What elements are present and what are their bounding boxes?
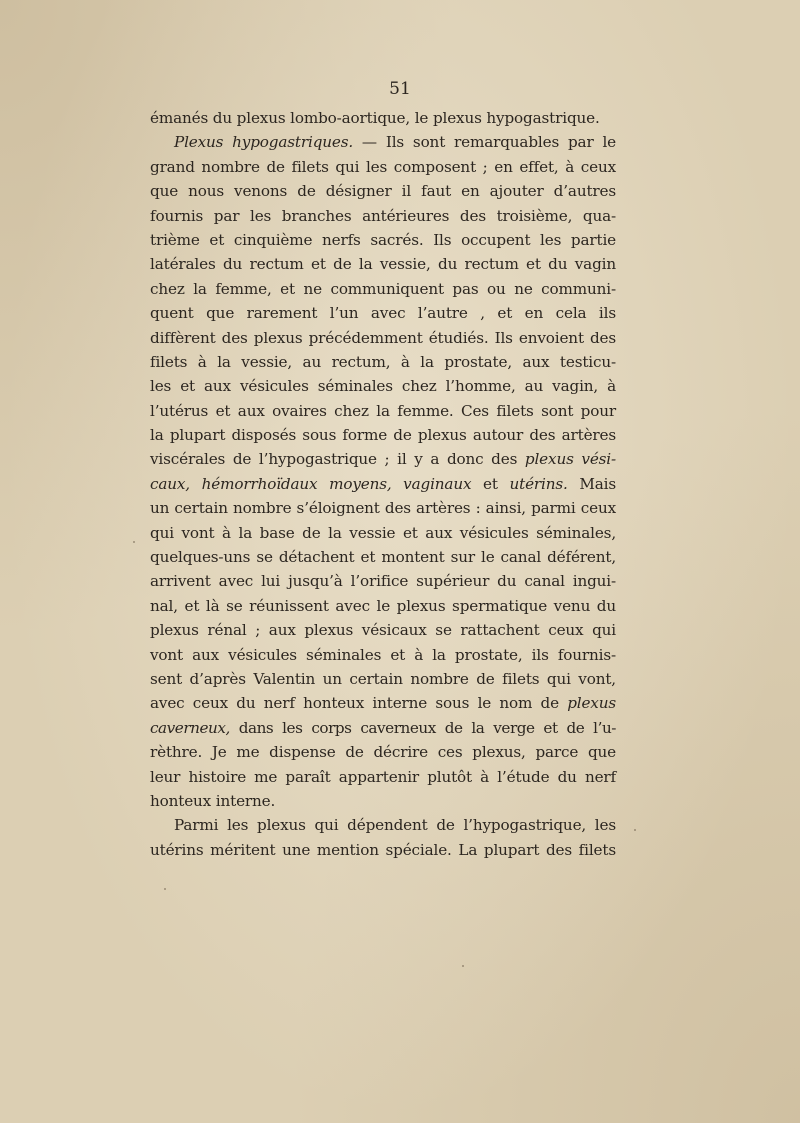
text-segment: diffèrent des plexus précédemment étudiés. Ils envoient des <box>150 328 616 347</box>
text-line <box>150 374 616 398</box>
text-segment: leur histoire me paraît appartenir plutôt à l’étude du nerf <box>150 767 616 786</box>
text-line <box>150 496 616 520</box>
text-line <box>150 716 616 740</box>
text-segment: trième et cinquième nerfs sacrés. Ils occupent les partie <box>150 230 616 249</box>
paper-speck <box>634 829 636 831</box>
text-line <box>150 643 616 667</box>
text-segment: émanés du plexus lombo-aortique, le plexus hypogastrique. <box>150 109 600 127</box>
text-segment: vont aux vésicules séminales et à la prostate, ils fournis- <box>150 645 616 664</box>
paper-speck <box>164 888 166 890</box>
italic-text-segment: caverneux, <box>150 718 230 737</box>
text-line <box>150 277 616 301</box>
text-segment: fournis par les branches antérieures des troisième, qua- <box>150 206 616 225</box>
text-line <box>150 594 616 618</box>
text-segment: qui vont à la base de la vessie et aux vésicules séminales, <box>150 523 616 542</box>
paper-speck <box>133 541 135 543</box>
text-line <box>150 765 616 789</box>
text-segment: quelques-uns se détachent et montent sur le canal déférent, <box>150 548 616 567</box>
text-segment: dans les corps caverneux de la verge et de l’u- <box>229 718 616 737</box>
text-line <box>150 423 616 447</box>
text-segment: arrivent avec lui jusqu’à l’orifice supérieur du canal ingui- <box>150 572 616 591</box>
text-segment: la plupart disposés sous forme de plexus autour des artères <box>150 426 616 445</box>
text-segment: que nous venons de désigner il faut en ajouter d’autres <box>150 182 616 201</box>
italic-text-segment: plexus vési- <box>524 450 616 469</box>
text-segment: les et aux vésicules séminales chez l’homme, au vagin, à <box>150 377 616 396</box>
text-line <box>150 838 616 862</box>
paper-speck <box>462 965 464 967</box>
text-line <box>150 179 616 203</box>
text-segment: Mais <box>567 474 616 493</box>
text-line <box>150 228 616 252</box>
text-segment: quent que rarement l’un avec l’autre , et en cela ils <box>150 304 616 323</box>
text-line <box>150 204 616 228</box>
text-line <box>150 472 616 496</box>
text-segment: chez la femme, et ne communiquent pas ou ne communi- <box>150 279 616 298</box>
text-line <box>150 740 616 764</box>
text-line <box>150 350 616 374</box>
text-segment: plexus rénal ; aux plexus vésicaux se rattachent ceux qui <box>150 621 616 640</box>
text-line <box>150 399 616 423</box>
text-line <box>150 301 616 325</box>
text-segment: l’utérus et aux ovaires chez la femme. Ces filets sont pour <box>150 401 616 420</box>
text-line <box>150 252 616 276</box>
text-segment: latérales du rectum et de la vessie, du rectum et du vagin <box>150 255 616 274</box>
text-line <box>150 447 616 471</box>
text-segment: Parmi les plexus qui dépendent de l’hypogastrique, les <box>174 816 616 835</box>
text-segment: filets à la vessie, au rectum, à la prostate, aux testicu- <box>150 352 616 371</box>
italic-text-segment: caux, hémorrhoïdaux moyens, vaginaux <box>150 474 472 493</box>
text-segment: utérins méritent une mention spéciale. La plupart des filets <box>150 840 616 859</box>
text-line <box>150 106 616 130</box>
text-segment: honteux interne. <box>150 791 276 810</box>
text-line <box>150 326 616 350</box>
text-line <box>150 691 616 715</box>
text-segment: rèthre. Je me dispense de décrire ces plexus, parce que <box>150 743 616 762</box>
text-segment: et <box>471 474 510 493</box>
italic-text-segment: Plexus hypogastriques. <box>174 133 354 152</box>
text-segment: un certain nombre s’éloignent des artères : ainsi, parmi ceux <box>150 499 616 518</box>
text-line <box>150 618 616 642</box>
text-line <box>150 545 616 569</box>
text-segment: viscérales de l’hypogastrique ; il y a donc des <box>150 450 525 469</box>
text-line <box>150 569 616 593</box>
text-line <box>150 155 616 179</box>
text-segment: avec ceux du nerf honteux interne sous le nom de <box>150 694 568 713</box>
text-line <box>150 789 616 813</box>
italic-text-segment: plexus <box>567 694 616 713</box>
text-line <box>150 813 616 837</box>
text-segment: nal, et là se réunissent avec le plexus spermatique venu du <box>150 596 616 615</box>
text-segment: sent d’après Valentin un certain nombre de filets qui vont, <box>150 669 616 688</box>
text-line <box>150 667 616 691</box>
page-number: 51 <box>389 79 411 99</box>
text-segment: — Ils sont remarquables par le <box>353 133 616 152</box>
text-segment: grand nombre de filets qui les composent ; en effet, à ceux <box>150 157 616 176</box>
text-line <box>150 521 616 545</box>
text-line <box>150 130 616 154</box>
italic-text-segment: utérins. <box>509 474 568 493</box>
body-text <box>150 106 616 862</box>
